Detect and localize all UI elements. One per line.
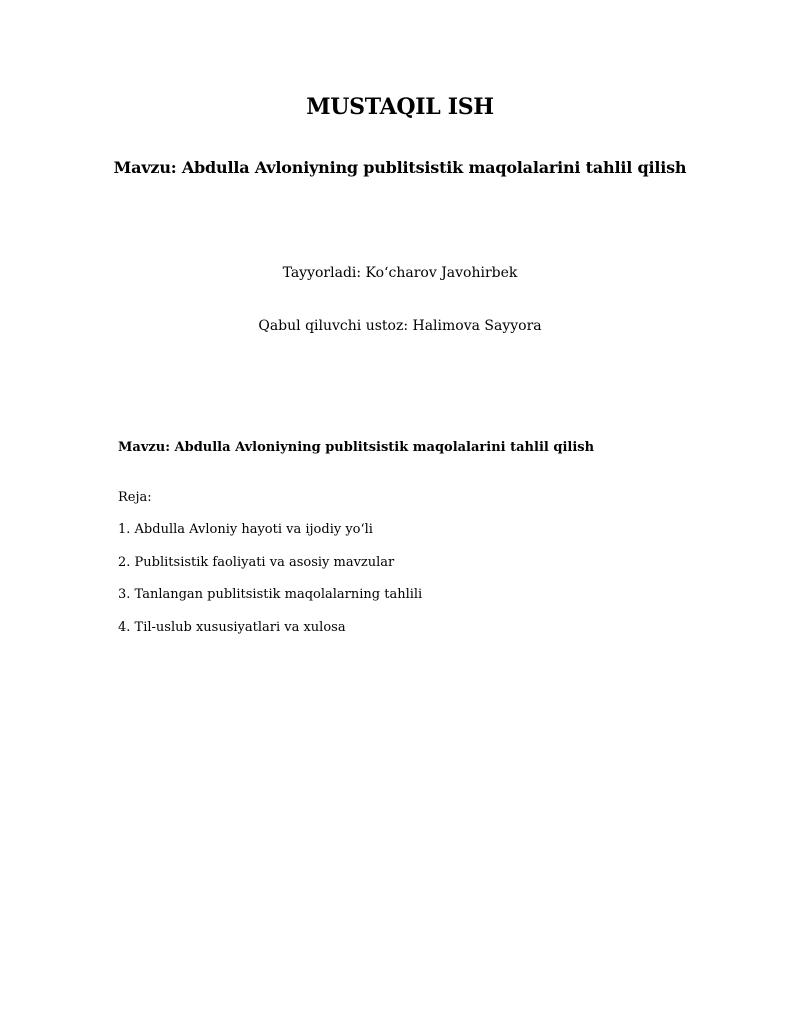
accepted-by: Qabul qiluvchi ustoz: Halimova Sayyora bbox=[258, 318, 542, 334]
topic-heading: Mavzu: Abdulla Avloniyning publitsistik maqolalarini tahlil qilish bbox=[118, 440, 595, 455]
document-subtitle: Mavzu: Abdulla Avloniyning publitsistik maqolalarini tahlil qilish bbox=[113, 158, 687, 177]
prepared-by: Tayyorladi: Ko‘charov Javohirbek bbox=[282, 265, 518, 281]
plan-item: 2. Publitsistik faoliyati va asosiy mavzular bbox=[118, 554, 395, 570]
document-title: MUSTAQIL ISH bbox=[306, 94, 494, 120]
plan-item: 3. Tanlangan publitsistik maqolalarning tahlili bbox=[118, 587, 423, 602]
plan-list bbox=[118, 522, 422, 652]
plan-item: 1. Abdulla Avloniy hayoti va ijodiy yo‘li bbox=[118, 522, 373, 537]
plan-label: Reja: bbox=[118, 490, 152, 505]
plan-item: 4. Til-uslub xususiyatlari va xulosa bbox=[118, 619, 346, 635]
